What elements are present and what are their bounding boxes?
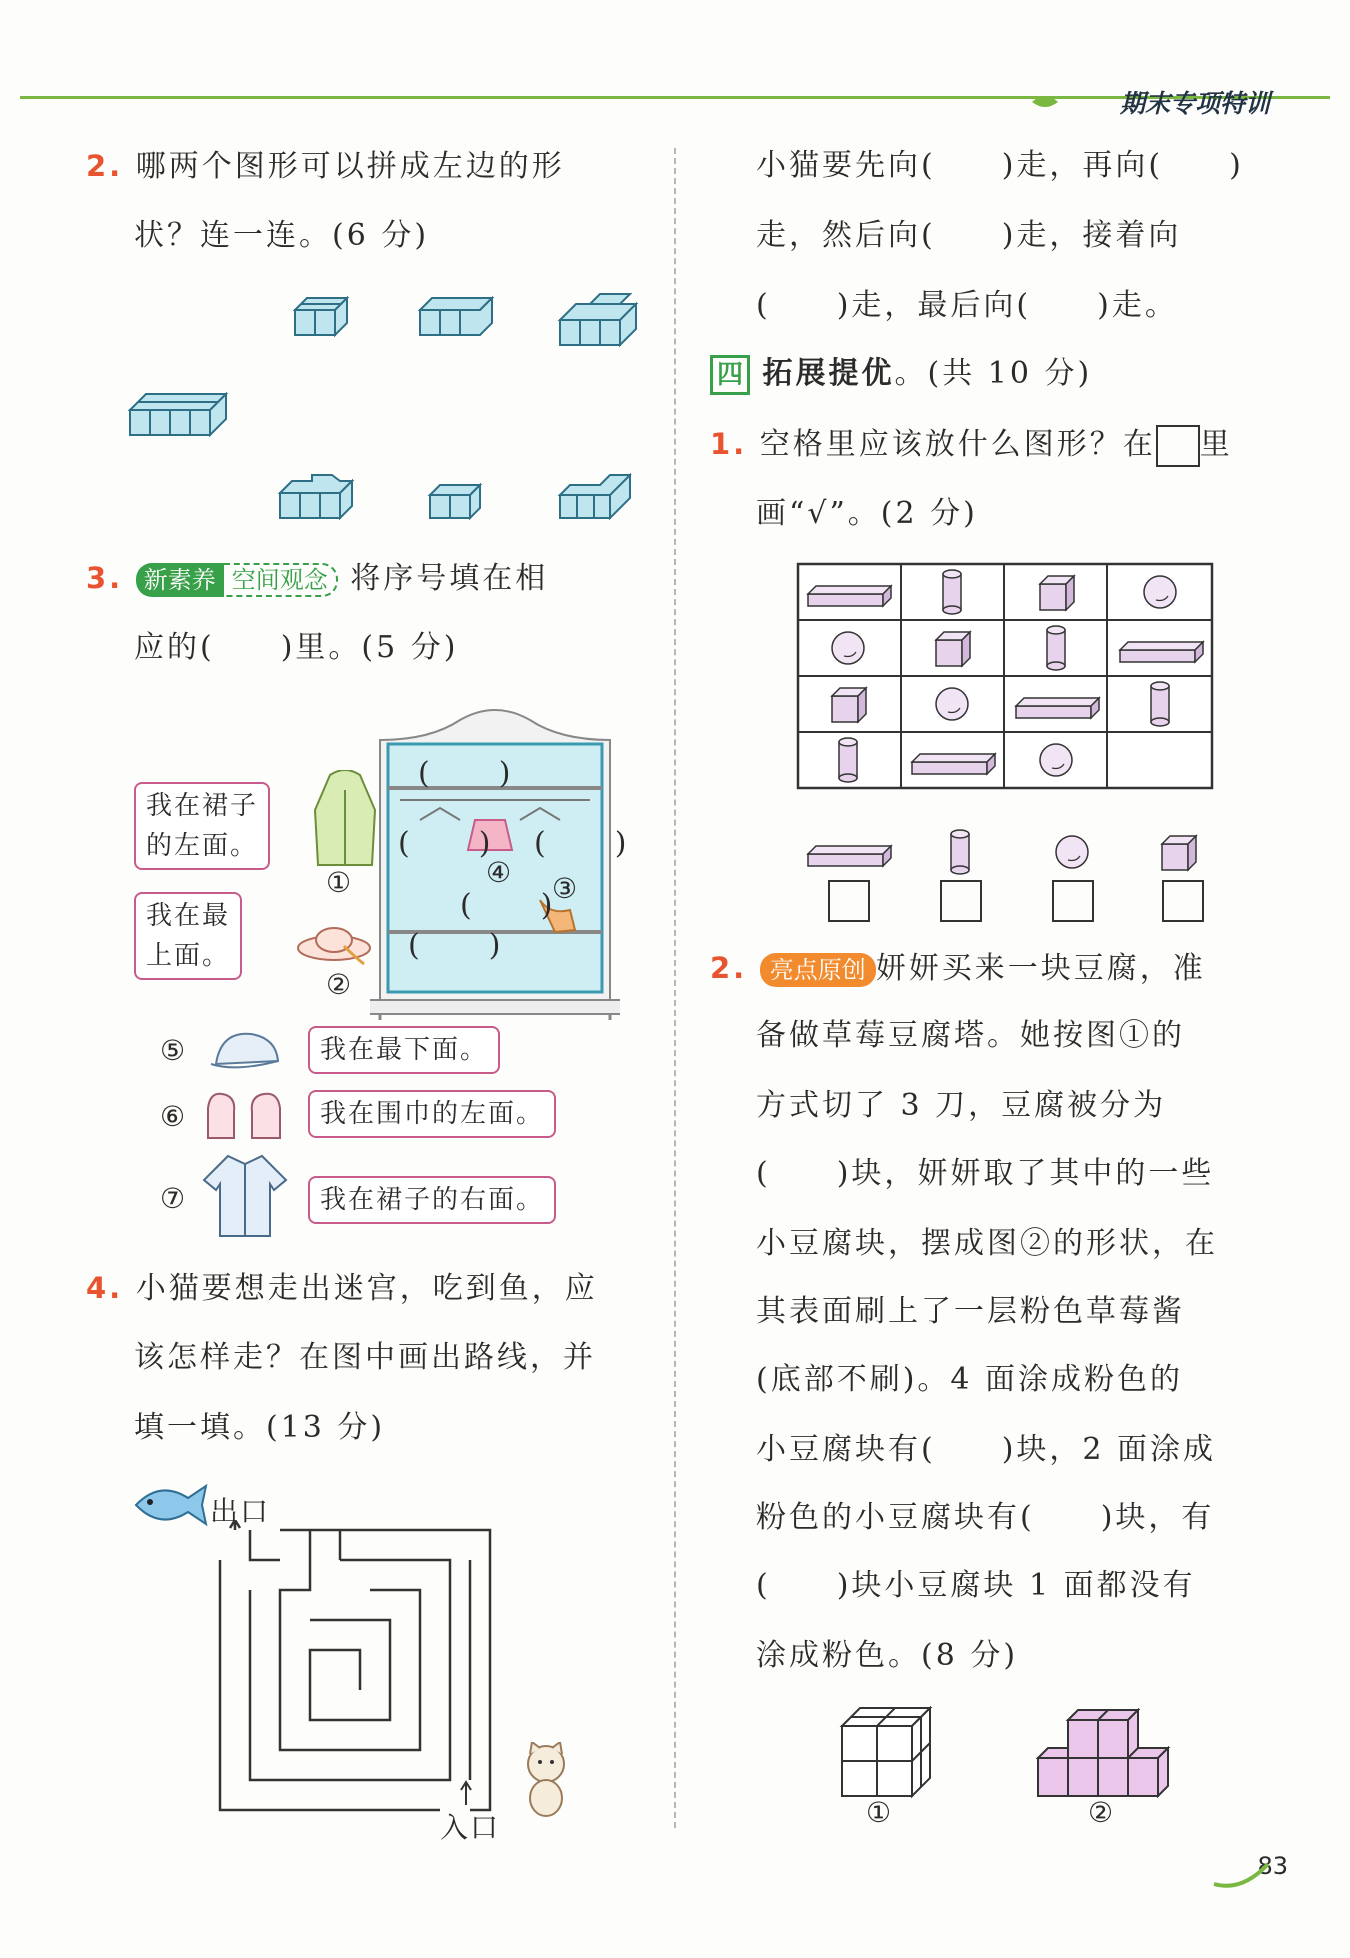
q3-line2: 应的( )里。(5 分) xyxy=(134,630,459,665)
cap-icon xyxy=(206,1026,286,1076)
tofu-figure-1 xyxy=(836,1700,946,1800)
coat-icon xyxy=(310,770,380,870)
r2-line3: 方式切了 3 刀，豆腐被分为 xyxy=(756,1088,1167,1123)
top-option-3 xyxy=(560,294,636,345)
q4-line3: 填一填。(13 分) xyxy=(134,1410,386,1445)
column-divider xyxy=(674,148,676,1828)
q3-number: 3. xyxy=(86,561,124,595)
r2-number: 2. xyxy=(710,951,748,985)
wardrobe-top-paren: ( ) xyxy=(418,756,514,791)
fish-icon xyxy=(130,1480,210,1530)
label-2: ② xyxy=(326,968,352,1001)
top-option-1 xyxy=(295,298,347,335)
q2-line2: 状？连一连。(6 分) xyxy=(134,218,430,253)
label-5: ⑤ xyxy=(160,1034,186,1067)
shirt-icon xyxy=(200,1150,290,1240)
q4-line1: 4. 小猫要想走出迷宫，吃到鱼，应 xyxy=(86,1271,598,1306)
maze-exit-label: 出口 xyxy=(210,1495,271,1528)
bottom-option-3 xyxy=(560,475,630,518)
q2-number: 2. xyxy=(86,149,124,183)
tag-original: 亮点原创 xyxy=(760,953,876,987)
answer-box-sphere[interactable] xyxy=(1052,880,1094,922)
label-7: ⑦ xyxy=(160,1182,186,1215)
tofu-figure-2-label: ② xyxy=(1088,1796,1114,1829)
bubble-coat: 我在裙子 的左面。 xyxy=(134,782,270,870)
answer-box-cylinder[interactable] xyxy=(940,880,982,922)
tag-spatial-concept: 空间观念 xyxy=(224,563,338,597)
q4-line2: 该怎样走？在图中画出路线，并 xyxy=(134,1340,596,1375)
r2-line4: ( )块，妍妍取了其中的一些 xyxy=(756,1156,1215,1191)
mittens-icon xyxy=(200,1088,290,1144)
page-number: 83 xyxy=(1257,1852,1288,1880)
r1-line1: 1. 空格里应该放什么图形？在 里 xyxy=(710,424,1233,467)
hat-icon xyxy=(294,918,374,968)
r2-line1: 2. 亮点原创 妍妍买来一块豆腐，准 xyxy=(710,951,1206,986)
q3-line1: 3. 新素养 空间观念 将序号填在相 xyxy=(86,561,549,596)
wardrobe-left-paren: ( ) xyxy=(398,826,494,861)
label-4: ④ xyxy=(486,856,512,889)
maze-entry-label: 入口 xyxy=(440,1811,501,1844)
target-slab-shape xyxy=(130,394,226,435)
wardrobe-bottom-paren: ( ) xyxy=(408,928,504,963)
bubble-hat: 我在最 上面。 xyxy=(134,892,242,980)
tofu-figure-1-label: ① xyxy=(866,1796,892,1829)
q4-cont-line1: 小猫要先向( )走，再向( ) xyxy=(756,148,1244,183)
answer-box-slab[interactable] xyxy=(828,880,870,922)
section-4-number: 四 xyxy=(710,355,750,395)
header-title: 期末专项特训 xyxy=(1119,89,1270,118)
r2-line9: 粉色的小豆腐块有( )块，有 xyxy=(756,1500,1215,1535)
r1-number: 1. xyxy=(710,427,748,461)
r2-line5: 小豆腐块，摆成图②的形状，在 xyxy=(756,1226,1218,1261)
footer-swoosh-icon xyxy=(1212,1862,1272,1892)
label-3: ③ xyxy=(552,872,578,905)
answer-box-sample xyxy=(1156,425,1200,467)
leaf-icon xyxy=(1030,92,1060,112)
r2-line2: 备做草莓豆腐塔。她按图①的 xyxy=(756,1018,1185,1053)
r2-line11: 涂成粉色。(8 分) xyxy=(756,1638,1019,1673)
wardrobe-right-paren: ( ) xyxy=(534,826,630,861)
kitten-icon xyxy=(516,1742,576,1818)
tofu-figure-2 xyxy=(1034,1704,1174,1800)
wardrobe-middle-paren: ( ) xyxy=(460,888,556,923)
q4-cont-line2: 走，然后向( )走，接着向 xyxy=(756,218,1182,253)
answer-box-cube[interactable] xyxy=(1162,880,1204,922)
label-6: ⑥ xyxy=(160,1100,186,1133)
r2-line7: (底部不刷)。4 面涂成粉色的 xyxy=(756,1362,1184,1397)
bottom-option-1 xyxy=(280,475,352,518)
q4-cont-line3: ( )走，最后向( )走。 xyxy=(756,288,1178,323)
q2-cube-figures xyxy=(120,280,660,530)
r2-line6: 其表面刷上了一层粉色草莓酱 xyxy=(756,1294,1185,1329)
r2-line8: 小豆腐块有( )块，2 面涂成 xyxy=(756,1432,1217,1467)
label-1: ① xyxy=(326,866,352,899)
top-option-2 xyxy=(420,298,492,335)
section-4-heading: 四 拓展提优。(共 10 分) xyxy=(710,354,1092,395)
maze[interactable] xyxy=(200,1520,530,1820)
shape-grid xyxy=(796,562,1216,792)
q4-number: 4. xyxy=(86,1271,124,1305)
bottom-option-2 xyxy=(430,485,480,518)
r1-line2: 画“√”。(2 分) xyxy=(756,496,978,531)
r2-line10: ( )块小豆腐块 1 面都没有 xyxy=(756,1568,1196,1603)
bubble-mittens: 我在围巾的左面。 xyxy=(308,1090,556,1138)
bubble-shirt: 我在裙子的右面。 xyxy=(308,1176,556,1224)
bubble-cap: 我在最下面。 xyxy=(308,1026,500,1074)
tag-new-literacy: 新素养 xyxy=(136,563,224,597)
q2-line1: 2. 哪两个图形可以拼成左边的形 xyxy=(86,149,565,184)
